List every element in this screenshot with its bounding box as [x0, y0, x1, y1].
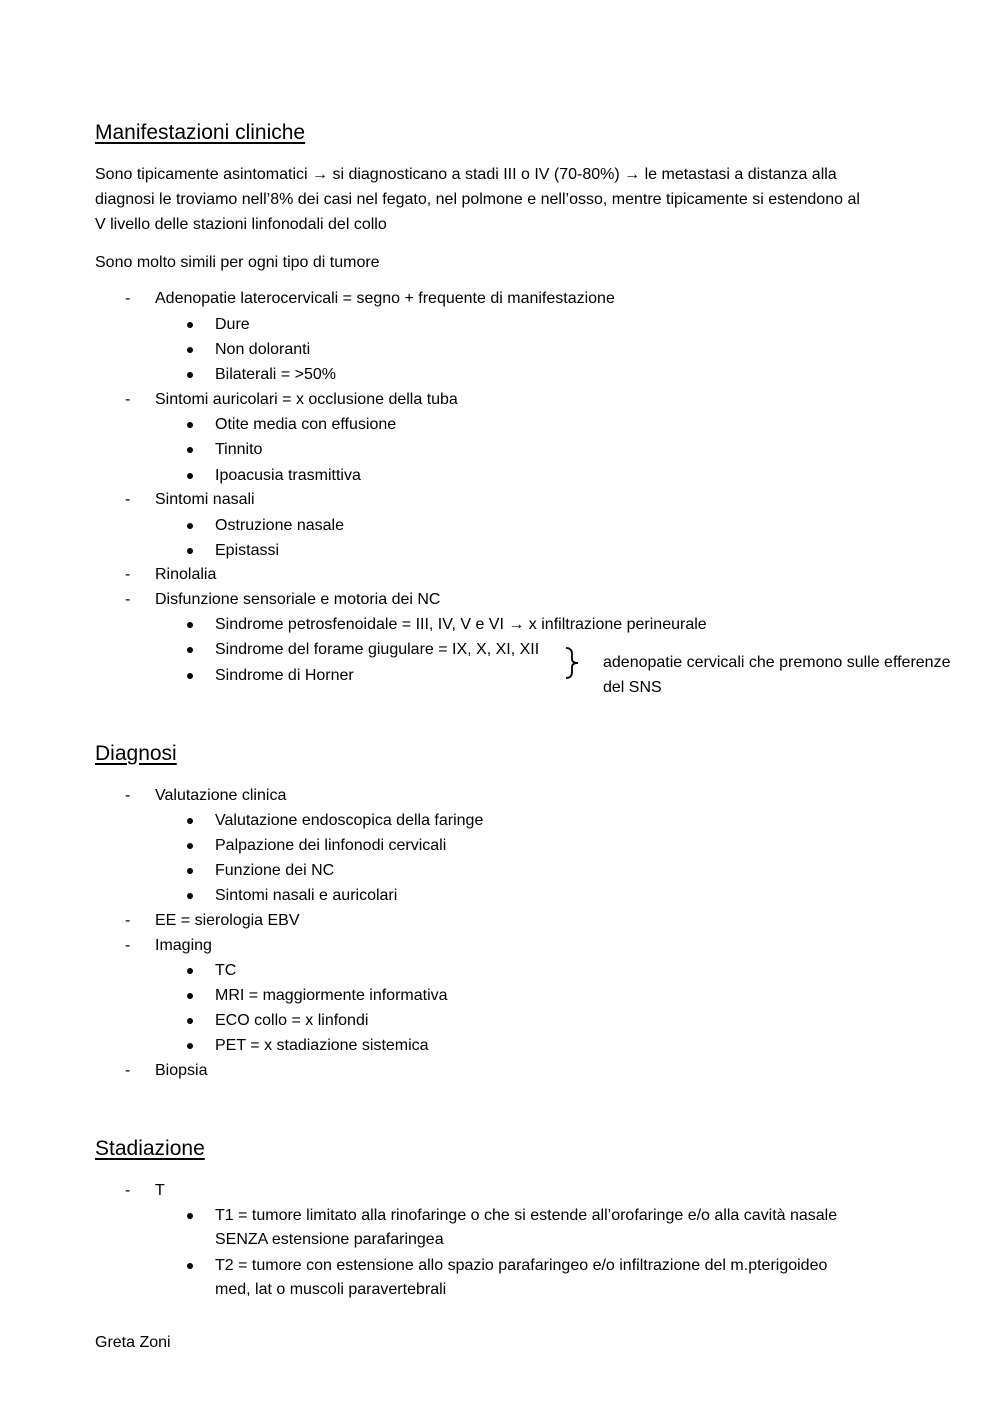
sub-list-item: Sindrome petrosfenoidale = III, IV, V e VI → x infiltrazione perineurale — [215, 616, 707, 633]
sub-list-item: PET = x stadiazione sistemica — [215, 1037, 429, 1054]
sub-list-item: ECO collo = x linfondi — [215, 1012, 369, 1029]
list-item: - Adenopatie laterocervicali = segno + frequente di manifestazione — [155, 289, 615, 309]
sub-list-line: med, lat o muscoli paravertebrali — [215, 1281, 447, 1298]
sub-list-item: Funzione dei NC — [215, 862, 335, 879]
list-item: - Sintomi auricolari = x occlusione della tuba — [155, 390, 458, 410]
list-item: - Valutazione clinica — [155, 786, 286, 806]
list-item: - Rinolalia — [155, 565, 216, 585]
list-item: - Sintomi nasali — [155, 490, 255, 510]
intro-paragraph — [95, 162, 860, 237]
sub-list-item: Tinnito — [215, 441, 263, 458]
sub-list-item: Sindrome del forame giugulare = IX, X, XI, XII — [215, 641, 540, 658]
sub-list-item: Epistassi — [215, 542, 280, 559]
intro-line: Sono tipicamente asintomatici → si diagnosticano a stadi III o IV (70-80%) → le metastasi a distanza alla — [95, 166, 837, 183]
sub-list-line: SENZA estensione parafaringea — [215, 1231, 444, 1248]
sub-list-item: Ipoacusia trasmittiva — [215, 467, 361, 484]
sub-list-item — [215, 1254, 895, 1302]
sub-list-item: Bilaterali = >50% — [215, 366, 336, 383]
subtitle-text: Sono molto simili per ogni tipo di tumore — [95, 254, 380, 271]
list-item: - T — [155, 1181, 165, 1201]
list-item: - Disfunzione sensoriale e motoria dei NC — [155, 590, 440, 610]
intro-line: diagnosi le troviamo nell’8% dei casi nel fegato, nel polmone e nell’osso, mentre tipicamente si estendono al — [95, 191, 860, 208]
list-item: - Imaging — [155, 936, 212, 956]
sub-list-item — [215, 1204, 895, 1252]
footer-author: Greta Zoni — [95, 1334, 171, 1351]
sub-list-item: Sintomi nasali e auricolari — [215, 887, 398, 904]
list-item: - EE = sierologia EBV — [155, 911, 300, 931]
sub-list-line: T1 = tumore limitato alla rinofaringe o che si estende all’orofaringe e/o alla cavità nasale — [215, 1207, 838, 1224]
sub-list-item: Dure — [215, 316, 250, 333]
sub-list-item: Valutazione endoscopica della faringe — [215, 812, 484, 829]
brace-note — [603, 650, 993, 700]
sub-list-item: Palpazione dei linfonodi cervicali — [215, 837, 447, 854]
sub-list-item: MRI = maggiormente informativa — [215, 987, 448, 1004]
sub-list-item: Otite media con effusione — [215, 416, 397, 433]
list-item: - Biopsia — [155, 1061, 207, 1081]
brace-note-line: adenopatie cervicali che premono sulle efferenze — [603, 654, 951, 671]
sub-list-item: Ostruzione nasale — [215, 517, 344, 534]
sub-list-item: TC — [215, 962, 237, 979]
brace-note-line: del SNS — [603, 679, 662, 696]
right-brace-icon — [563, 646, 583, 680]
intro-line: V livello delle stazioni linfonodali del collo — [95, 216, 387, 233]
section-title-diagnosi: Diagnosi — [95, 742, 177, 765]
sub-list-line: T2 = tumore con estensione allo spazio parafaringeo e/o infiltrazione del m.pterigoideo — [215, 1257, 828, 1274]
sub-list-item: Sindrome di Horner — [215, 667, 354, 684]
sub-list-item: Non doloranti — [215, 341, 311, 358]
section-title-stadiazione: Stadiazione — [95, 1137, 205, 1160]
section-title-manifestazioni: Manifestazioni cliniche — [95, 121, 306, 144]
